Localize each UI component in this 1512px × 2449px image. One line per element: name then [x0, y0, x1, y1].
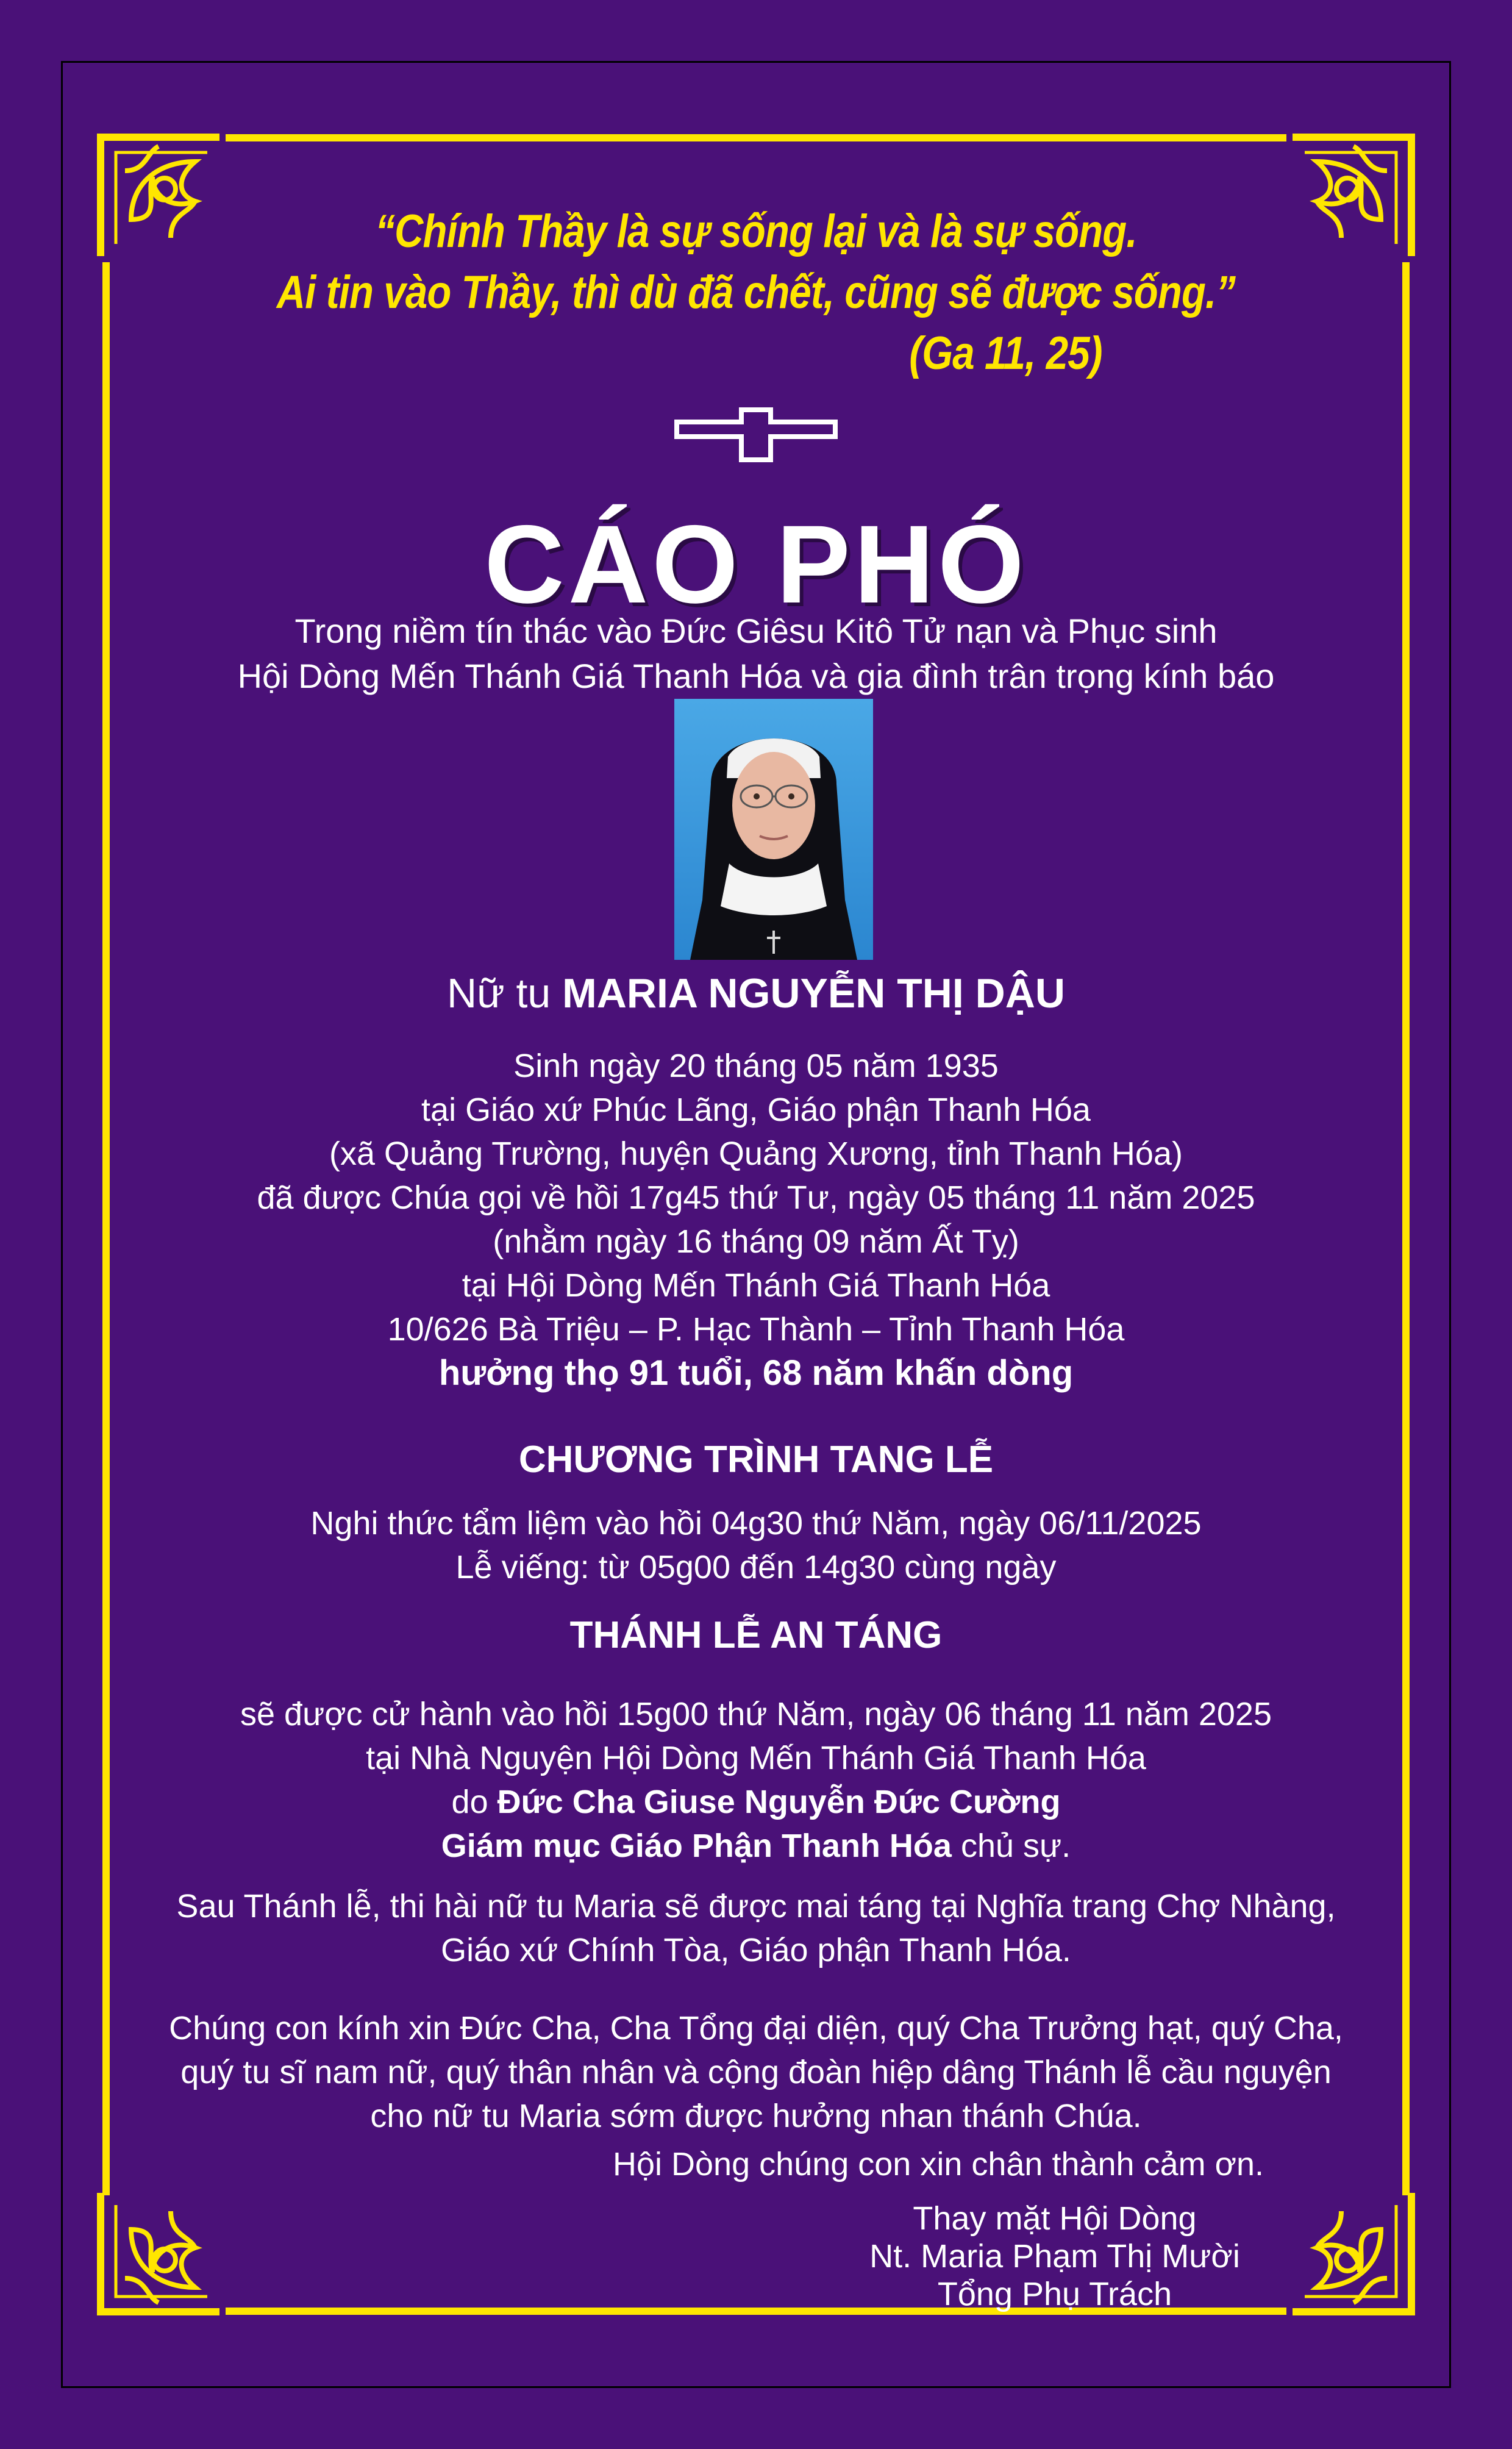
- bio-commune: (xã Quảng Trường, huyện Quảng Xương, tỉnh Thanh Hóa): [329, 1135, 1183, 1172]
- mass-presides: chủ sự.: [960, 1828, 1071, 1864]
- burial-info: [0, 1884, 1512, 1972]
- funeral-program-heading: CHƯƠNG TRÌNH TANG LỄ: [518, 1439, 994, 1481]
- signature-line-2: Nt. Maria Phạm Thị Mười: [869, 2238, 1240, 2275]
- corner-ornament-bottom-left-icon: [101, 2193, 219, 2312]
- mass-celebrant-title: Giám mục Giáo Phận Thanh Hóa: [441, 1828, 952, 1864]
- mass-line-4: [0, 1824, 1512, 1868]
- burial-line-2: Giáo xứ Chính Tòa, Giáo phận Thanh Hóa.: [441, 1932, 1071, 1968]
- intro-line-2: Hội Dòng Mến Thánh Giá Thanh Hóa và gia đình trân trọng kính báo: [237, 657, 1275, 695]
- quote-reference: (Ga 11, 25): [909, 327, 1102, 379]
- plea-line-3: cho nữ tu Maria sớm được hưởng nhan thánh Chúa.: [370, 2098, 1142, 2134]
- signature-line-3: Tổng Phụ Trách: [937, 2276, 1172, 2312]
- signature-line-1: Thay mặt Hội Dòng: [913, 2200, 1197, 2237]
- funeral-mass: [0, 1692, 1512, 1868]
- bio-address: 10/626 Bà Triệu – P. Hạc Thành – Tỉnh Thanh Hóa: [387, 1311, 1125, 1348]
- bio-born: Sinh ngày 20 tháng 05 năm 1935: [513, 1048, 999, 1084]
- mass-celebrant: Đức Cha Giuse Nguyễn Đức Cường: [497, 1784, 1061, 1820]
- deceased-name-line: [0, 970, 1512, 1017]
- prayer-request: [0, 2006, 1512, 2138]
- mass-line-3: [0, 1780, 1512, 1824]
- funeral-program: [0, 1501, 1512, 1589]
- deceased-name: MARIA NGUYỄN THỊ DẬU: [562, 970, 1065, 1017]
- quote-line-1: “Chính Thầy là sự sống lại và là sự sống.: [375, 206, 1137, 257]
- biography: [0, 1044, 1512, 1395]
- signature-block: [750, 2200, 1360, 2313]
- cross-icon: [674, 407, 838, 462]
- quote-line-2: Ai tin vào Thầy, thì dù đã chết, cũng sẽ được sống.”: [276, 266, 1236, 318]
- bio-died: đã được Chúa gọi về hồi 17g45 thứ Tư, ngày 05 tháng 11 năm 2025: [257, 1179, 1255, 1216]
- mass-line-1: sẽ được cử hành vào hồi 15g00 thứ Năm, ngày 06 tháng 11 năm 2025: [240, 1696, 1272, 1732]
- scripture-quote: [106, 201, 1407, 384]
- burial-line-1: Sau Thánh lễ, thi hài nữ tu Maria sẽ được mai táng tại Nghĩa trang Chợ Nhàng,: [176, 1888, 1336, 1925]
- page-title: CÁO PHÓ: [484, 502, 1028, 626]
- funeral-line-2: Lễ viếng: từ 05g00 đến 14g30 cùng ngày: [455, 1549, 1057, 1586]
- bio-lunar: (nhằm ngày 16 tháng 09 năm Ất Tỵ): [493, 1223, 1019, 1260]
- funeral-mass-heading: THÁNH LỄ AN TÁNG: [569, 1614, 943, 1656]
- thanks-line: Hội Dòng chúng con xin chân thành cảm ơn.: [613, 2146, 1264, 2183]
- plea-line-1: Chúng con kính xin Đức Cha, Cha Tổng đại diện, quý Cha Trưởng hạt, quý Cha,: [169, 2010, 1343, 2047]
- funeral-line-1: Nghi thức tẩm liệm vào hồi 04g30 thứ Năm, ngày 06/11/2025: [310, 1505, 1202, 1542]
- intro-line-1: Trong niềm tín thác vào Đức Giêsu Kitô Tử nạn và Phục sinh: [294, 612, 1218, 650]
- plea-line-2: quý tu sĩ nam nữ, quý thân nhân và cộng đoàn hiệp dâng Thánh lễ cầu nguyện: [180, 2054, 1332, 2090]
- portrait-photo: [674, 699, 873, 960]
- intro: [0, 609, 1512, 699]
- bio-birthplace: tại Giáo xứ Phúc Lãng, Giáo phận Thanh Hóa: [421, 1092, 1091, 1128]
- mass-line-2: tại Nhà Nguyện Hội Dòng Mến Thánh Giá Thanh Hóa: [366, 1740, 1146, 1776]
- bio-age: hưởng thọ 91 tuổi, 68 năm khấn dòng: [438, 1353, 1074, 1393]
- name-prefix: Nữ tu: [447, 970, 551, 1017]
- bio-deathplace: tại Hội Dòng Mến Thánh Giá Thanh Hóa: [462, 1267, 1050, 1304]
- mass-do: do: [451, 1784, 488, 1820]
